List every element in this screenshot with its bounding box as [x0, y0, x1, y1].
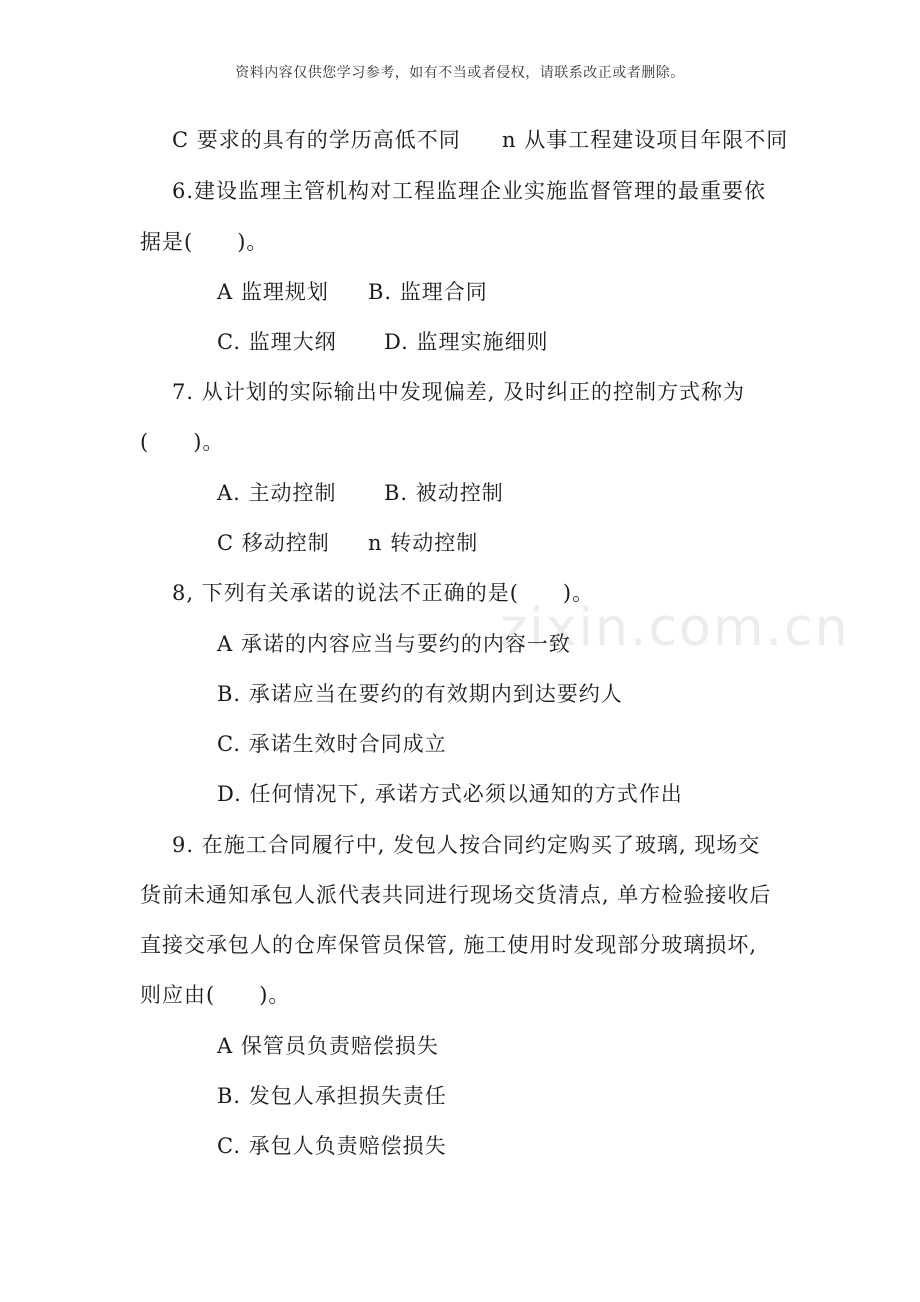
question-8-line-1: 8, 下列有关承诺的说法不正确的是( )。 [172, 581, 595, 605]
question-7-line-2: ( )。 [140, 430, 225, 454]
option-line-n-years: n 从事工程建设项目年限不同 [502, 128, 789, 152]
question-9-line-4: 则应由( )。 [140, 983, 291, 1007]
question-9-line-2: 货前未通知承包人派代表共同进行现场交货清点, 单方检验接收后 [140, 883, 772, 907]
question-7-option-b: B. 被动控制 [384, 481, 504, 505]
question-9-option-c: C. 承包人负责赔偿损失 [217, 1134, 447, 1158]
question-6-option-b: B. 监理合同 [368, 280, 488, 304]
question-8-option-d: D. 任何情况下, 承诺方式必须以通知的方式作出 [217, 782, 683, 806]
question-6-line-2: 据是( )。 [140, 230, 269, 254]
question-7-option-c: C 移动控制 [217, 531, 330, 555]
question-9-option-b: B. 发包人承担损失责任 [217, 1084, 447, 1108]
page-header-note: 资料内容仅供您学习参考，如有不当或者侵权，请联系改正或者删除。 [235, 65, 685, 81]
question-9-option-a: A 保管员负责赔偿损失 [217, 1034, 439, 1058]
watermark: zixin.com.cn [500, 598, 850, 658]
question-9-line-3: 直接交承包人的仓库保管员保管, 施工使用时发现部分玻璃损坏, [140, 933, 758, 957]
question-6-option-d: D. 监理实施细则 [384, 330, 549, 354]
option-line-c-education: C 要求的具有的学历高低不同 [172, 128, 461, 152]
question-7-option-d: n 转动控制 [368, 531, 479, 555]
question-6-option-c: C. 监理大纲 [217, 330, 337, 354]
question-7-line-1: 7. 从计划的实际输出中发现偏差, 及时纠正的控制方式称为 [172, 380, 746, 404]
question-8-option-a: A 承诺的内容应当与要约的内容一致 [217, 632, 571, 656]
question-9-line-1: 9. 在施工合同履行中, 发包人按合同约定购买了玻璃, 现场交 [172, 833, 761, 857]
question-8-option-b: B. 承诺应当在要约的有效期内到达要约人 [217, 682, 623, 706]
question-8-option-c: C. 承诺生效时合同成立 [217, 732, 447, 756]
question-6-line-1: 6.建设监理主管机构对工程监理企业实施监督管理的最重要依 [172, 179, 767, 203]
question-7-option-a: A. 主动控制 [217, 481, 337, 505]
question-6-option-a: A 监理规划 [217, 280, 329, 304]
